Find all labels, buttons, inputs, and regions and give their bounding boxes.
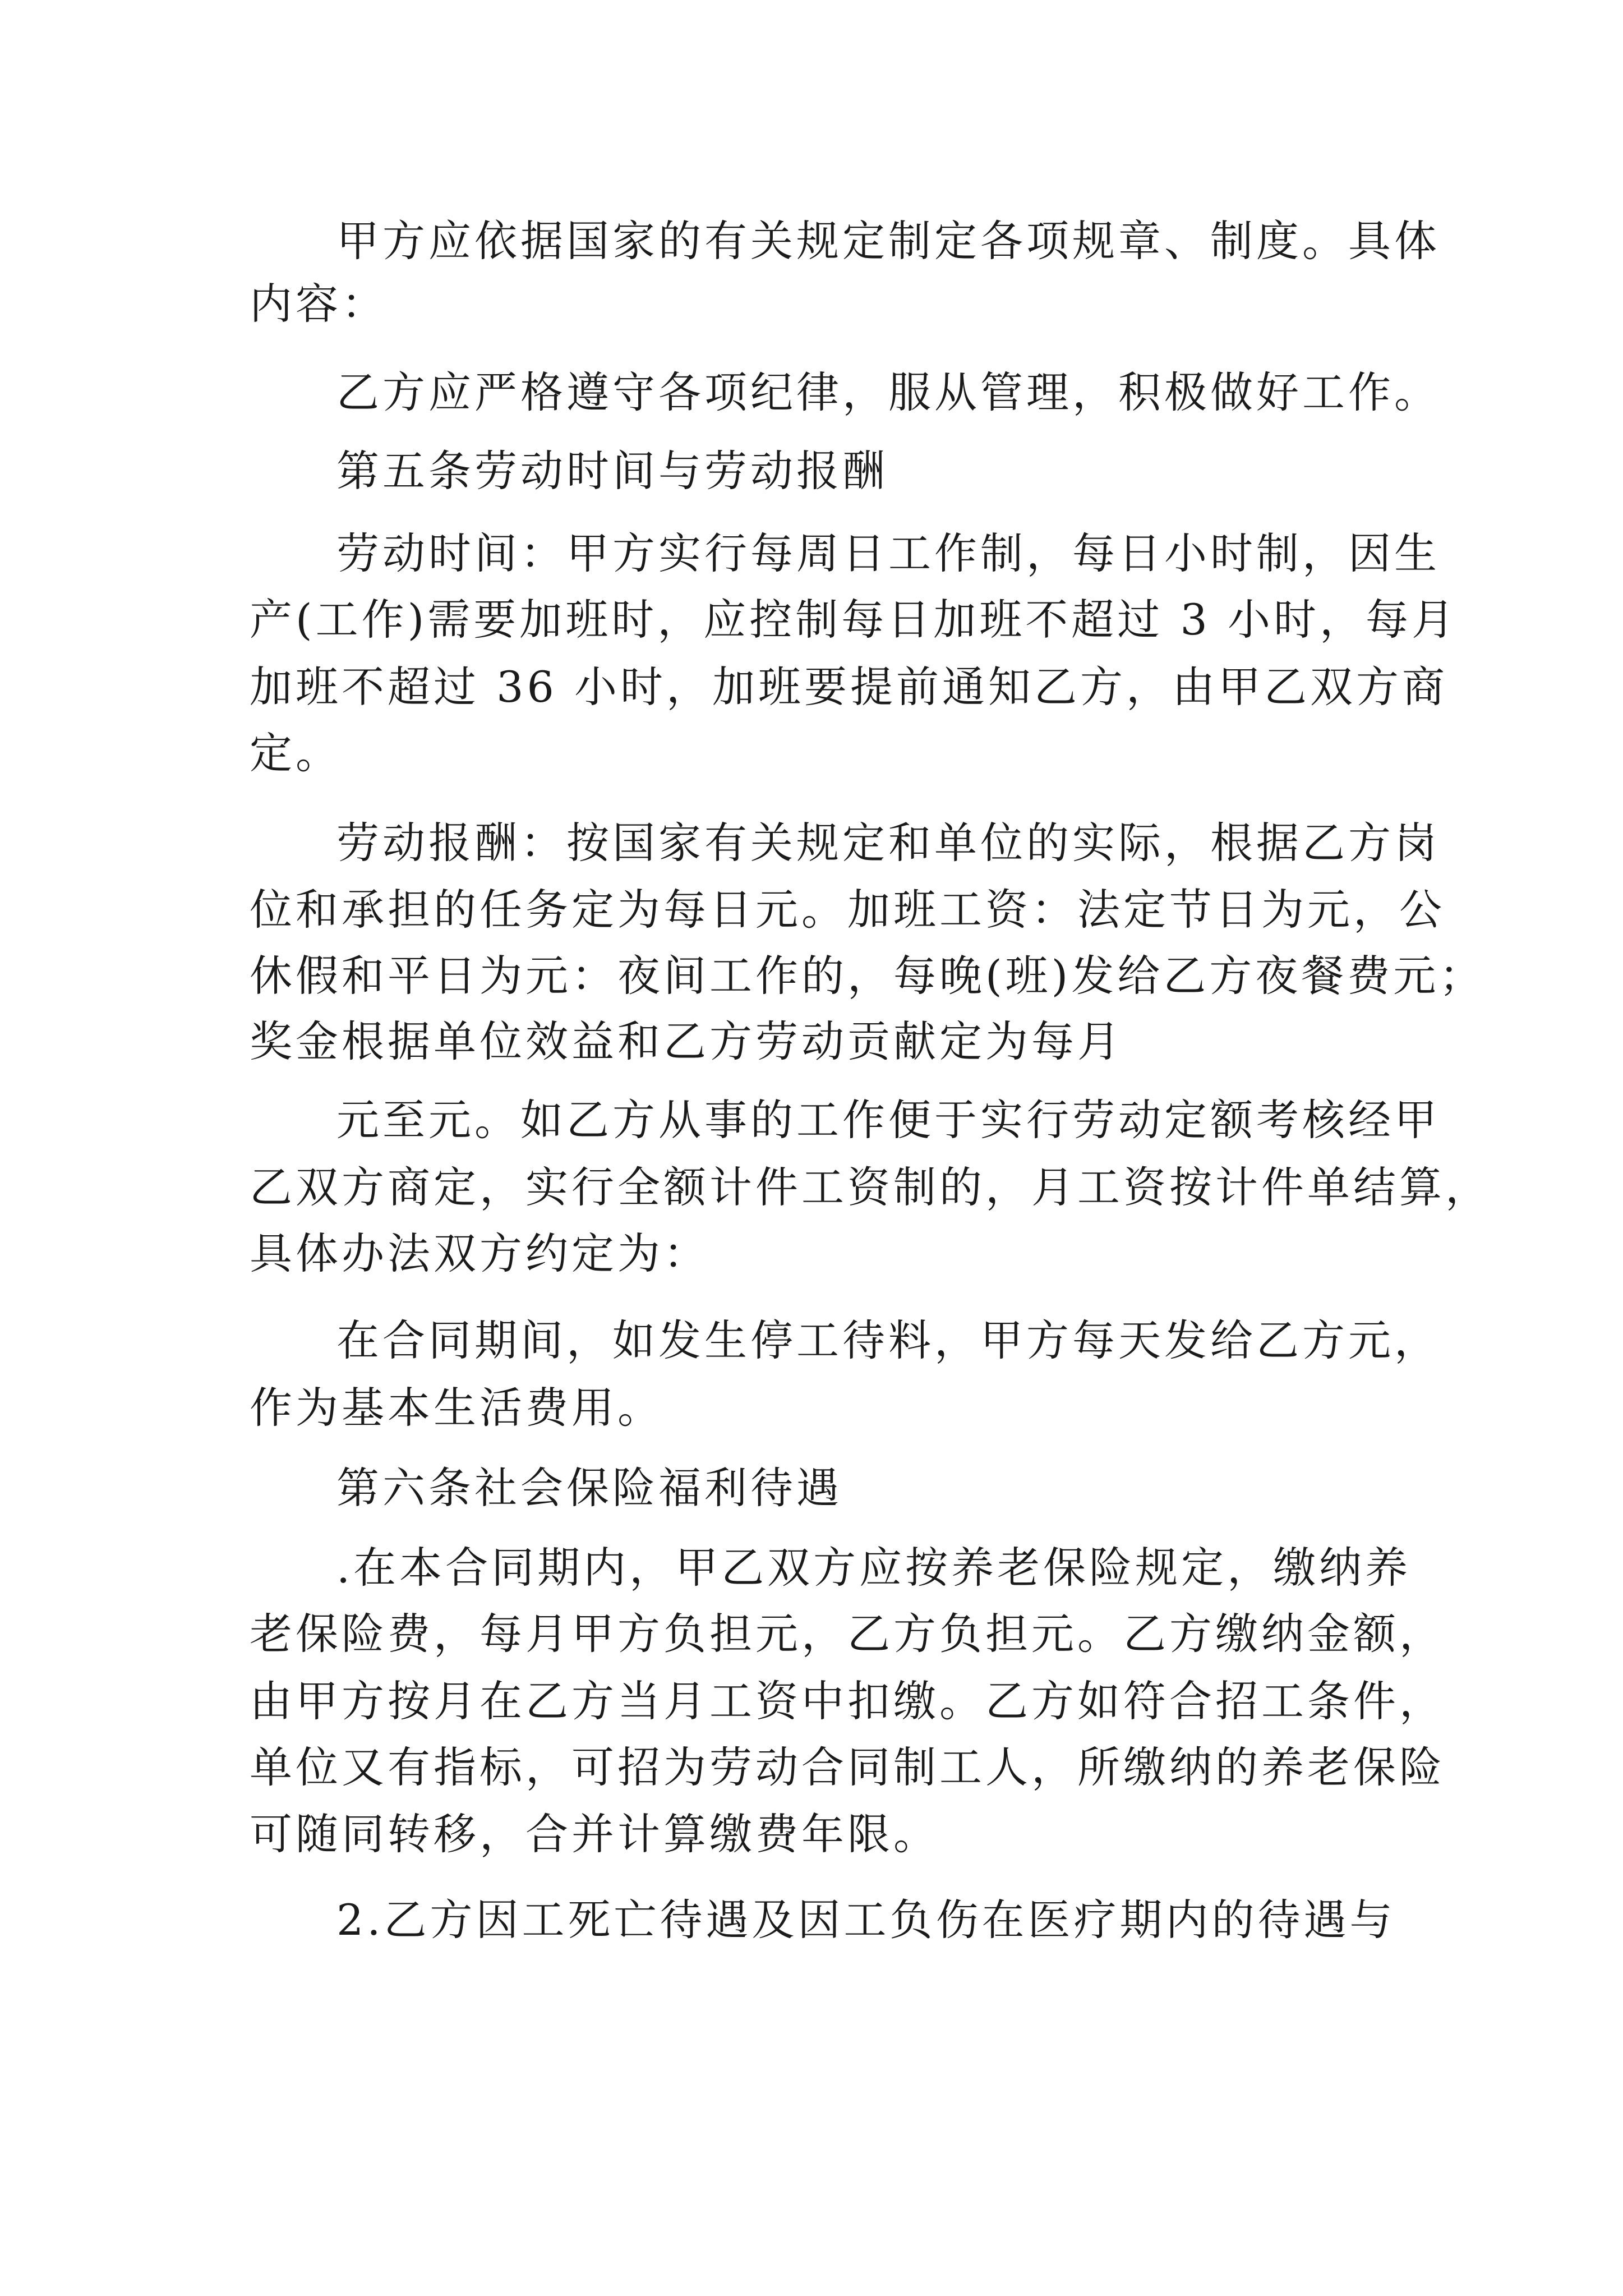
text-line: 在合同期间，如发生停工待料，甲方每天发给乙方元， [336,1315,1440,1365]
text-line: 元至元。如乙方从事的工作便于实行劳动定额考核经甲 [336,1095,1440,1145]
text-line: 2.乙方因工死亡待遇及因工负伤在医疗期内的待遇与 [336,1895,1396,1945]
text-line: 位和承担的任务定为每日元。加班工资：法定节日为元，公 [250,885,1445,935]
text-line: 劳动时间：甲方实行每周日工作制，每日小时制，因生 [336,528,1440,578]
text-line: 加班不超过 36 小时，加班要提前通知乙方，由甲乙双方商 [250,662,1449,712]
text-line: 老保险费，每月甲方负担元，乙方负担元。乙方缴纳金额， [250,1609,1445,1659]
text-line: 奖金根据单位效益和乙方劳动贡献定为每月 [250,1016,1123,1066]
text-line: 定。 [250,728,342,778]
text-line: 休假和平日为元：夜间工作的，每晚(班)发给乙方夜餐费元； [250,951,1486,1001]
text-line: 甲方应依据国家的有关规定制定各项规章、制度。具体 [336,216,1440,266]
text-line: 具体办法双方约定为： [250,1228,709,1278]
text-line: 产(工作)需要加班时，应控制每日加班不超过 3 小时，每月 [250,595,1458,645]
text-line: 作为基本生活费用。 [250,1383,663,1433]
text-line: 乙方应严格遵守各项纪律，服从管理，积极做好工作。 [336,367,1440,417]
text-line: 由甲方按月在乙方当月工资中扣缴。乙方如符合招工条件， [250,1676,1445,1726]
text-line: 劳动报酬：按国家有关规定和单位的实际，根据乙方岗 [336,818,1440,868]
text-line: 单位又有指标，可招为劳动合同制工人，所缴纳的养老保险 [250,1742,1445,1792]
text-line: 可随同转移，合并计算缴费年限。 [250,1809,939,1859]
text-line: 内容： [250,279,388,329]
section-heading: 第五条劳动时间与劳动报酬 [336,446,888,496]
text-line: .在本合同期内，甲乙双方应按养老保险规定，缴纳养 [336,1543,1412,1593]
text-line: 乙双方商定，实行全额计件工资制的，月工资按计件单结算， [250,1162,1491,1212]
section-heading: 第六条社会保险福利待遇 [336,1463,842,1513]
